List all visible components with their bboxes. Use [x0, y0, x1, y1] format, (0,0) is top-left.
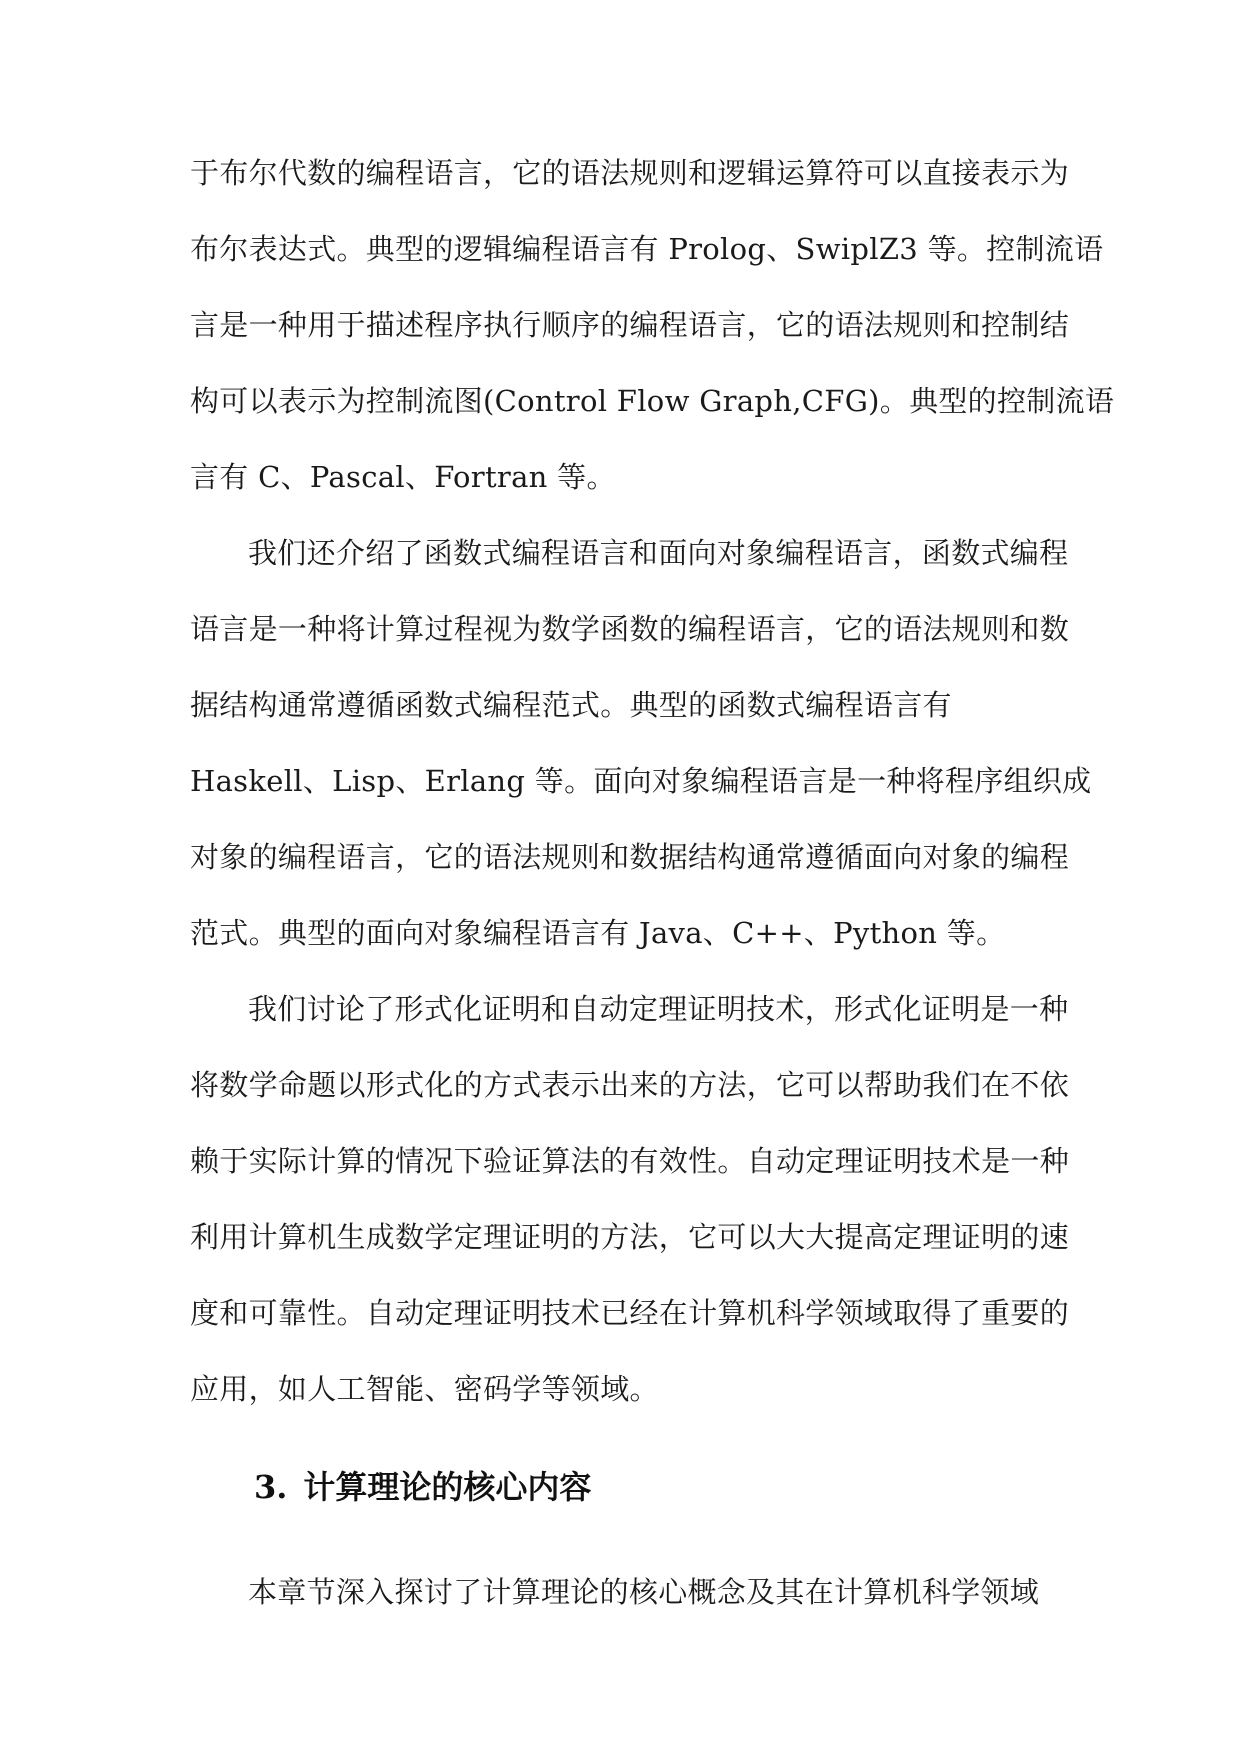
paragraph-line: 于布尔代数的编程语言，它的语法规则和逻辑运算符可以直接表示为	[190, 156, 1070, 190]
paragraph-line: 言有 C、Pascal、Fortran 等。	[190, 460, 616, 494]
paragraph-line: 度和可靠性。自动定理证明技术已经在计算机科学领域取得了重要的	[190, 1296, 1070, 1330]
paragraph-line: 应用，如人工智能、密码学等领域。	[190, 1372, 659, 1406]
paragraph-line: 我们还介绍了函数式编程语言和面向对象编程语言，函数式编程	[248, 536, 1069, 570]
paragraph-line: 布尔表达式。典型的逻辑编程语言有 Prolog、SwiplZ3 等。控制流语	[190, 232, 1104, 266]
body-text	[190, 135, 1115, 1427]
paragraph-line: 言是一种用于描述程序执行顺序的编程语言，它的语法规则和控制结	[190, 308, 1070, 342]
paragraph-line: 语言是一种将计算过程视为数学函数的编程语言，它的语法规则和数	[190, 612, 1070, 646]
paragraph-line: 范式。典型的面向对象编程语言有 Java、C++、Python 等。	[190, 916, 1006, 950]
paragraph-line: 赖于实际计算的情况下验证算法的有效性。自动定理证明技术是一种	[190, 1144, 1070, 1178]
paragraph-line: 据结构通常遵循函数式编程范式。典型的函数式编程语言有	[190, 688, 952, 722]
paragraph-line: 我们讨论了形式化证明和自动定理证明技术，形式化证明是一种	[248, 992, 1069, 1026]
paragraph-line: 利用计算机生成数学定理证明的方法，它可以大大提高定理证明的速	[190, 1220, 1070, 1254]
paragraph-line: 对象的编程语言，它的语法规则和数据结构通常遵循面向对象的编程	[190, 840, 1070, 874]
section-intro-line: 本章节深入探讨了计算理论的核心概念及其在计算机科学领域	[248, 1575, 1040, 1609]
section-number: 3.	[254, 1468, 288, 1506]
paragraph-line: 将数学命题以形式化的方式表示出来的方法，它可以帮助我们在不依	[190, 1068, 1070, 1102]
paragraph-line: 构可以表示为控制流图(Control Flow Graph,CFG)。典型的控制流语	[190, 384, 1115, 418]
section-heading	[254, 1462, 591, 1508]
section-title: 计算理论的核心内容	[303, 1468, 592, 1506]
paragraph-line: Haskell、Lisp、Erlang 等。面向对象编程语言是一种将程序组织成	[190, 764, 1092, 798]
